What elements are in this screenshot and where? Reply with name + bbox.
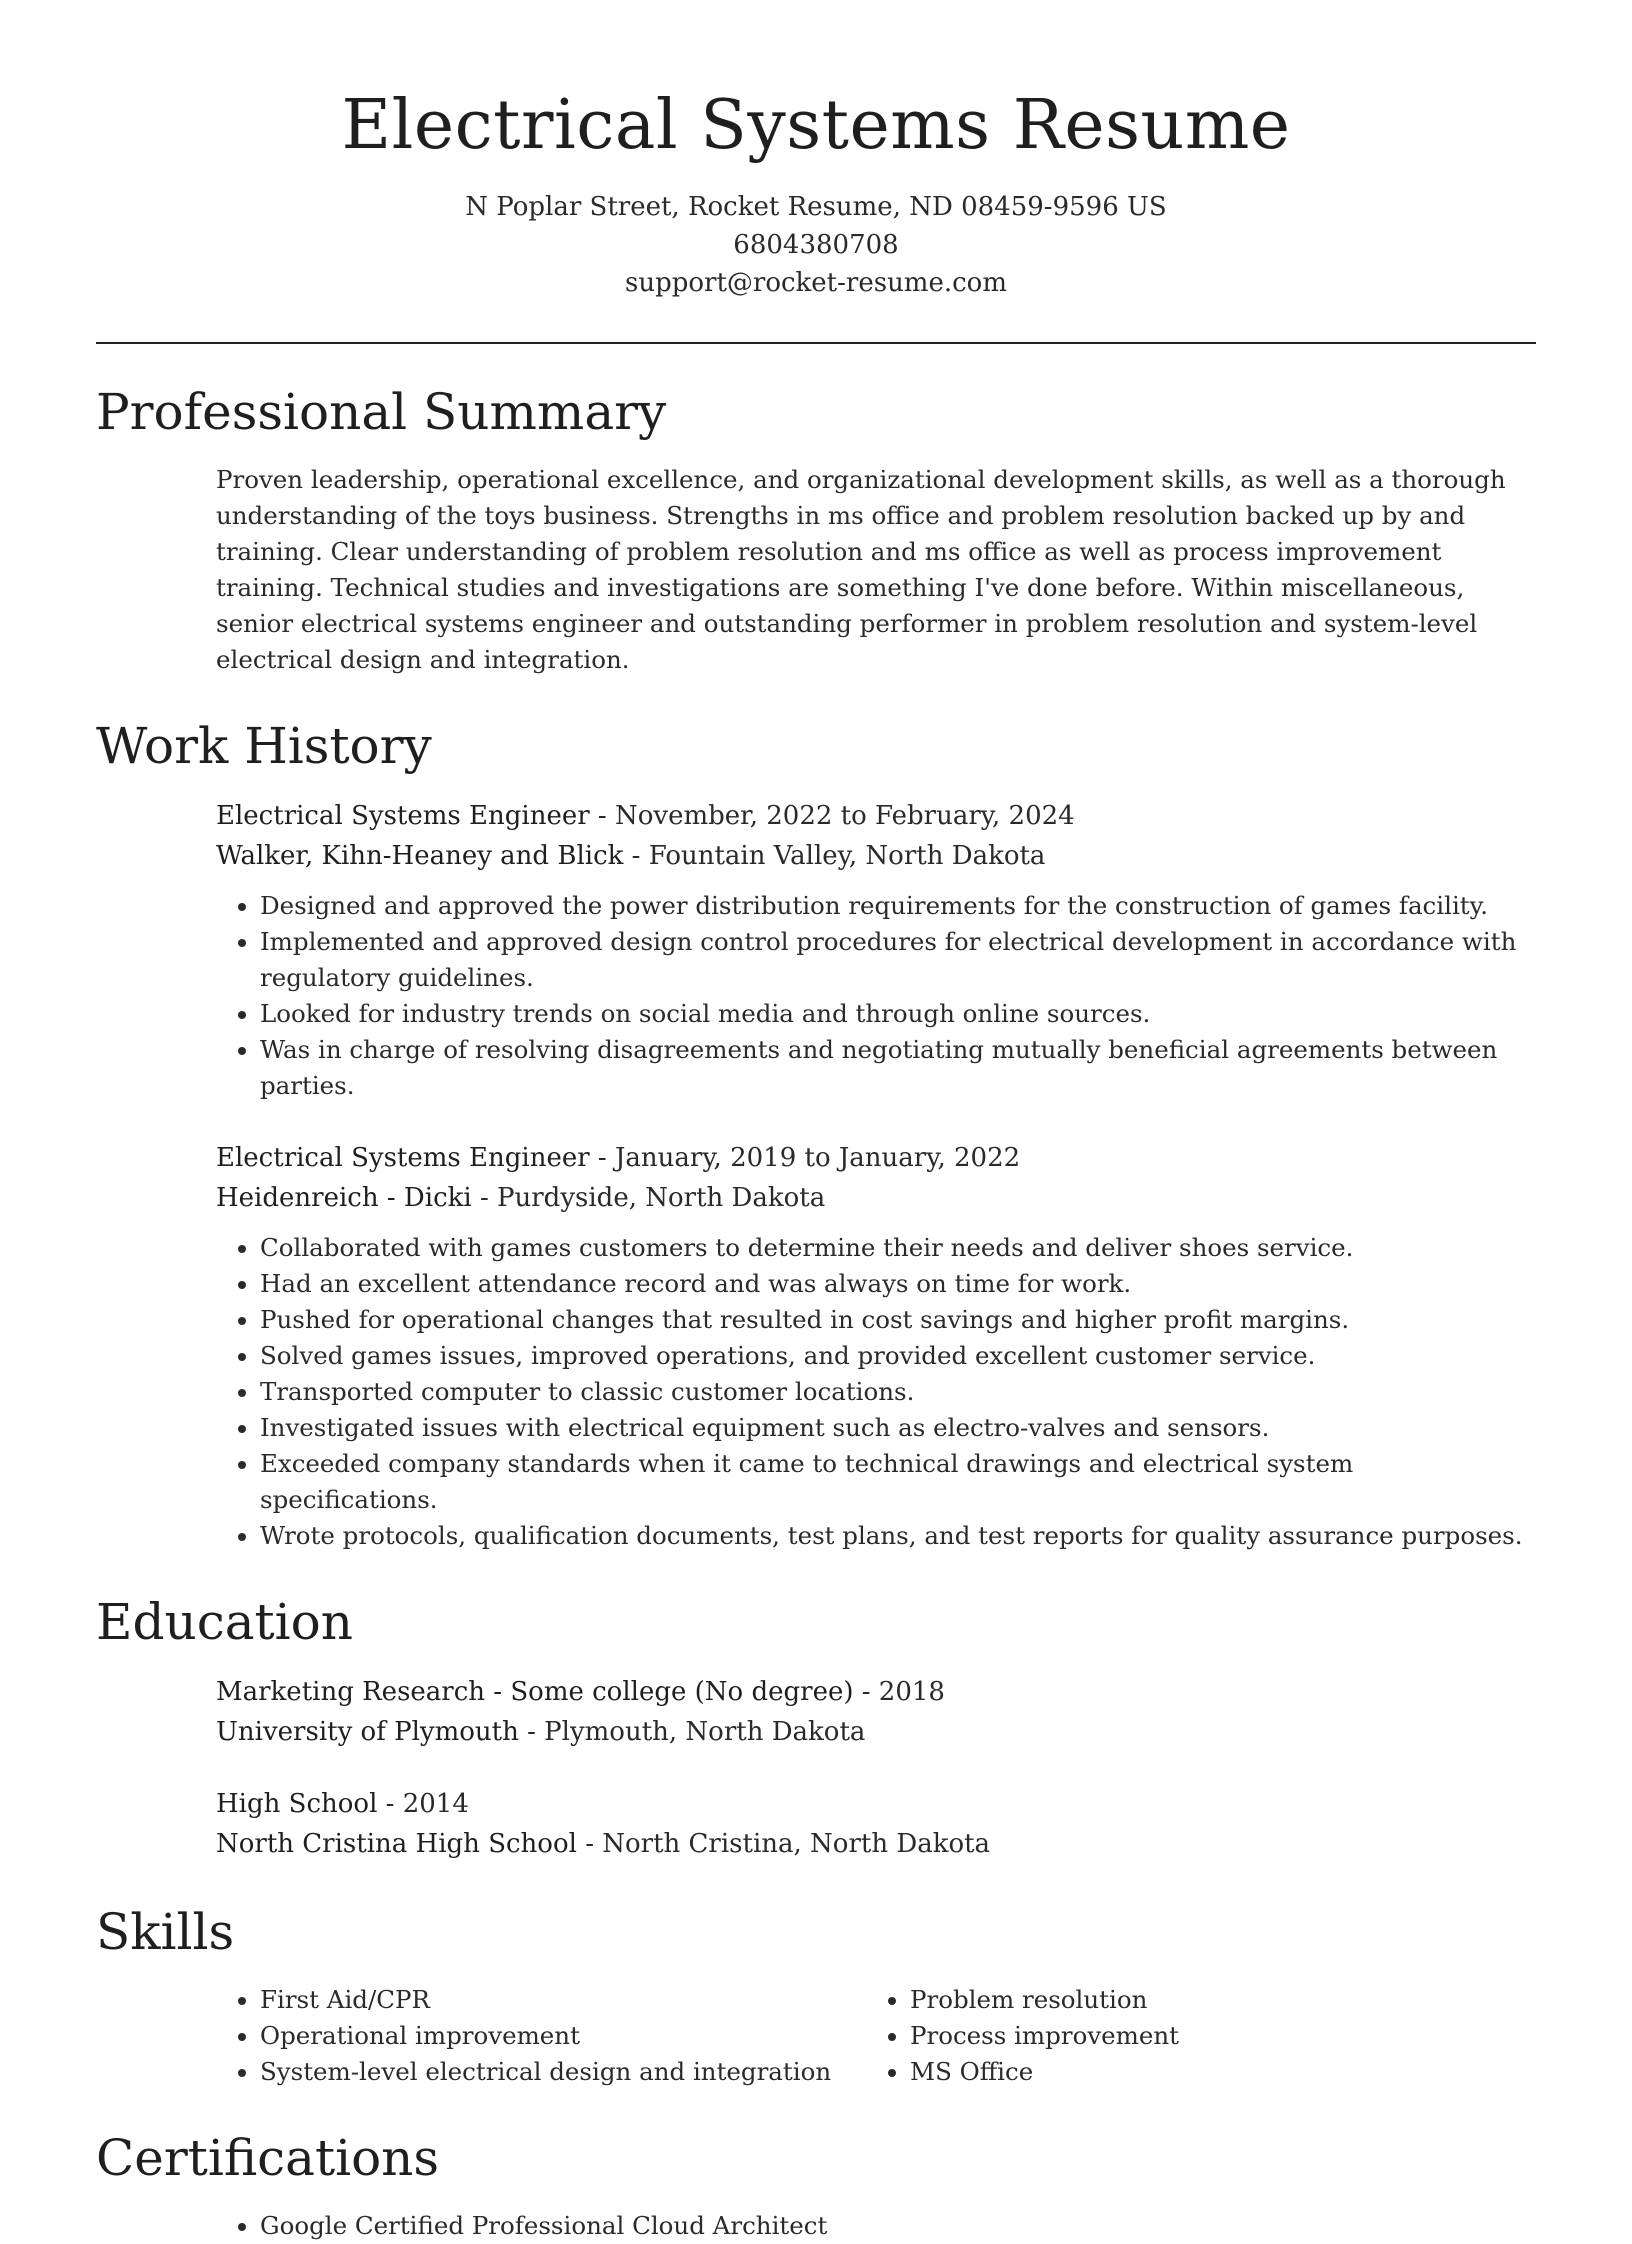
job-bullets (216, 1230, 1536, 1554)
education-school: North Cristina High School (216, 1829, 577, 1859)
list-item: • Looked for industry trends on social media and through online sources. (260, 996, 1536, 1032)
education-degree-line (216, 1672, 1536, 1712)
skills-grid (216, 1982, 1536, 2090)
job-entry (216, 1138, 1536, 1554)
certifications-section (96, 2208, 1536, 2244)
list-item: • Pushed for operational changes that resulted in cost savings and higher profit margins. (260, 1302, 1536, 1338)
job-dates: - November, 2022 to February, 2024 (589, 801, 1075, 831)
education-location: - North Cristina, North Dakota (576, 1829, 991, 1859)
education-degree: High School (216, 1789, 378, 1819)
list-item: • Process improvement (910, 2018, 1516, 2054)
list-item: • Solved games issues, improved operations, and provided excellent customer service. (260, 1338, 1536, 1374)
job-bullets (216, 888, 1536, 1104)
resume-header (96, 0, 1536, 302)
job-location: - Purdyside, North Dakota (471, 1183, 826, 1213)
list-item: • Designed and approved the power distribution requirements for the construction of games facility. (260, 888, 1536, 924)
education-location: - Plymouth, North Dakota (518, 1717, 866, 1747)
work-history-section (96, 796, 1536, 1554)
list-item: • Google Certified Professional Cloud Architect (260, 2208, 1536, 2244)
list-item: • Was in charge of resolving disagreements and negotiating mutually beneficial agreements between parties. (260, 1032, 1536, 1104)
list-item: • First Aid/CPR (260, 1982, 866, 2018)
job-company-line (216, 836, 1536, 876)
education-year: - 2018 (853, 1677, 945, 1707)
skills-list-left (216, 1982, 866, 2090)
list-item: • Implemented and approved design control procedures for electrical development in accordance with regulatory guidelines. (260, 924, 1536, 996)
education-degree-line (216, 1784, 1536, 1824)
job-position: Electrical Systems Engineer (216, 801, 590, 831)
skills-heading: Skills (96, 1903, 235, 1961)
education-year: - 2014 (377, 1789, 469, 1819)
list-item: • Transported computer to classic customer locations. (260, 1374, 1536, 1410)
job-company: Walker, Kihn-Heaney and Blick (216, 841, 624, 871)
education-degree: Marketing Research - Some college (No degree) (216, 1677, 854, 1707)
list-item: • Wrote protocols, qualification documents, test plans, and test reports for quality assurance purposes. (260, 1518, 1536, 1554)
skills-section (96, 1982, 1536, 2090)
skills-list-right (866, 1982, 1516, 2090)
job-title-line (216, 1138, 1536, 1178)
resume-page (96, 0, 1536, 2244)
job-entry (216, 796, 1536, 1104)
job-location: - Fountain Valley, North Dakota (623, 841, 1046, 871)
summary-text: Proven leadership, operational excellence, and organizational development skills, as well as a thorough understanding of the toys business. Strengths in ms office and problem resolution backed up by and training. Clear understanding of problem resolution and ms office as well as process improvement training. Technical studies and investigations are something I've done before. Within miscellaneous, senior electrical systems engineer and outstanding performer in problem resolution and system-level electrical design and integration. (216, 465, 1506, 674)
education-school-line (216, 1712, 1536, 1752)
header-divider (96, 342, 1536, 344)
skills-column-left (216, 1982, 866, 2090)
job-title-line (216, 796, 1536, 836)
certifications-list (216, 2208, 1536, 2244)
contact-email: support@rocket-resume.com (624, 268, 1007, 298)
education-school-line (216, 1824, 1536, 1864)
list-item: • Exceeded company standards when it came to technical drawings and electrical system specifications. (260, 1446, 1536, 1518)
job-position: Electrical Systems Engineer (216, 1143, 590, 1173)
work-history-heading: Work History (96, 717, 432, 775)
list-item: • Problem resolution (910, 1982, 1516, 2018)
education-school: University of Plymouth (216, 1717, 519, 1747)
list-item: • Collaborated with games customers to determine their needs and deliver shoes service. (260, 1230, 1536, 1266)
list-item: • MS Office (910, 2054, 1516, 2090)
job-dates: - January, 2019 to January, 2022 (589, 1143, 1021, 1173)
job-company-line (216, 1178, 1536, 1218)
contact-phone: 6804380708 (733, 230, 899, 260)
education-entry (216, 1784, 1536, 1864)
summary-section (96, 462, 1536, 678)
skills-column-right (866, 1982, 1516, 2090)
education-section (96, 1672, 1536, 1864)
job-company: Heidenreich - Dicki (216, 1183, 472, 1213)
education-heading: Education (96, 1593, 353, 1651)
summary-heading: Professional Summary (96, 383, 667, 441)
list-item: • Had an excellent attendance record and was always on time for work. (260, 1266, 1536, 1302)
list-item: • System-level electrical design and integration (260, 2054, 866, 2090)
list-item: • Investigated issues with electrical equipment such as electro-valves and sensors. (260, 1410, 1536, 1446)
certifications-heading: Certifications (96, 2129, 440, 2187)
education-entry (216, 1672, 1536, 1752)
resume-name: Electrical Systems Resume (341, 86, 1291, 165)
contact-address: N Poplar Street, Rocket Resume, ND 08459-9596 US (465, 192, 1167, 222)
list-item: • Operational improvement (260, 2018, 866, 2054)
